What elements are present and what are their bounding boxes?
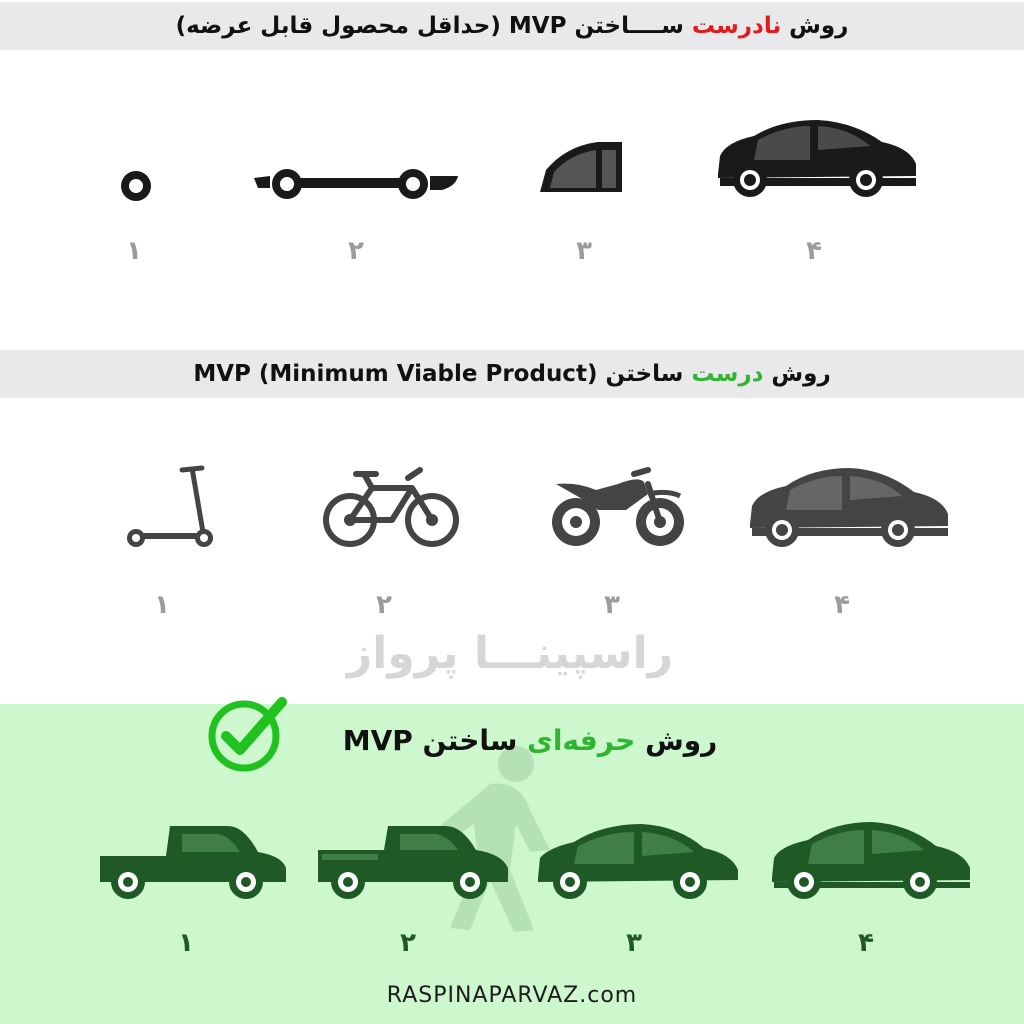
- car-body-part-icon: [536, 140, 626, 196]
- right-method-title: [0, 350, 1024, 398]
- step-number-4: ۴: [806, 236, 822, 266]
- pickup-truck-icon: [98, 822, 288, 902]
- watermark: راسپینـــا پرواز: [346, 628, 674, 679]
- checkmark-circle-icon: [204, 692, 292, 776]
- car-icon: [746, 462, 950, 552]
- step-number-2: ۲: [376, 590, 392, 620]
- pickup-truck-icon: [316, 822, 510, 902]
- professional-method-title: [300, 718, 760, 762]
- step-number-4: ۴: [858, 928, 874, 958]
- step-number-3: ۳: [604, 590, 620, 620]
- step-number-4: ۴: [834, 590, 850, 620]
- title-highlight-right: درست: [691, 361, 764, 387]
- car-icon: [714, 116, 918, 200]
- wrong-method-title: [0, 2, 1024, 50]
- title-suffix: ســــاختن MVP (حداقل محصول قابل عرضه): [175, 13, 692, 39]
- step-number-3: ۳: [626, 928, 642, 958]
- title-prefix: روش: [635, 723, 718, 757]
- step-number-3: ۳: [576, 236, 592, 266]
- step-number-2: ۲: [348, 236, 364, 266]
- website-url: RASPINAPARVAZ.com: [386, 983, 638, 1008]
- chassis-icon: [250, 166, 462, 202]
- wheel-icon: [116, 166, 156, 206]
- step-number-1: ۱: [126, 236, 142, 266]
- motorcycle-icon: [548, 464, 686, 550]
- title-highlight-wrong: نادرست: [691, 13, 782, 39]
- title-highlight-professional: حرفه‌ای: [527, 723, 636, 757]
- title-prefix: روش: [763, 361, 831, 387]
- sedan-icon: [768, 816, 974, 904]
- step-number-1: ۱: [154, 590, 170, 620]
- title-prefix: روش: [781, 13, 849, 39]
- step-number-2: ۲: [400, 928, 416, 958]
- sedan-icon: [534, 818, 742, 904]
- step-number-1: ۱: [178, 928, 194, 958]
- title-suffix: ساختن MVP: [342, 723, 528, 757]
- title-suffix: ساختن MVP (Minimum Viable Product): [193, 361, 692, 387]
- kick-scooter-icon: [120, 462, 220, 554]
- bicycle-icon: [320, 464, 462, 550]
